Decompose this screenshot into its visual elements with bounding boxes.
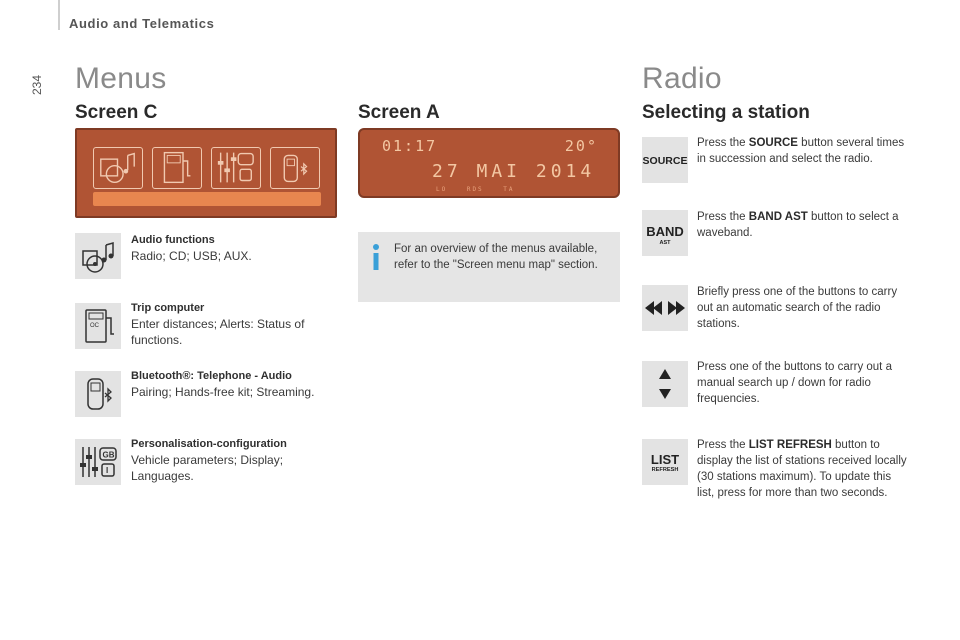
settings-sliders-icon	[75, 439, 121, 485]
radio-title: Radio	[642, 62, 722, 95]
step-list-bold: LIST REFRESH	[748, 439, 832, 451]
band-button-icon	[642, 210, 688, 256]
screen-c-audio-tile	[93, 147, 143, 189]
feature-desc-audio: Radio; CD; USB; AUX.	[131, 249, 252, 263]
trip-computer-icon-box	[75, 303, 121, 349]
step-source	[697, 135, 907, 167]
lcd-flags: LO RDS TA	[436, 186, 515, 193]
lcd-time: 01:17	[382, 137, 438, 155]
step-source-pre: Press the	[697, 137, 749, 149]
step-band	[697, 209, 907, 241]
step-manual	[697, 359, 907, 407]
i-label: I	[106, 466, 109, 475]
trip-computer-icon	[75, 303, 121, 349]
screen-a-title: Screen A	[358, 102, 440, 123]
step-seek-text: Briefly press one of the buttons to carry out an automatic search of the radio stations.	[697, 286, 898, 330]
band-ast-icon	[642, 210, 688, 256]
feature-desc-bluetooth: Pairing; Hands-free kit; Streaming.	[131, 385, 315, 399]
up-down-buttons-icon	[642, 361, 688, 407]
source-label: SOURCE	[642, 155, 688, 167]
screen-c-title: Screen C	[75, 102, 158, 123]
screen-a-display	[358, 128, 620, 198]
info-text: For an overview of the menus available, refer to the "Screen menu map" section.	[394, 243, 598, 271]
band-sub-label: AST	[659, 240, 671, 246]
feature-desc-trip: Enter distances; Alerts: Status of functions.	[131, 317, 305, 347]
settings-sliders-icon	[212, 148, 259, 187]
feature-title-bluetooth: Bluetooth®: Telephone - Audio	[131, 370, 292, 382]
step-list-pre: Press the	[697, 439, 749, 451]
seek-arrows-icon	[642, 285, 688, 331]
feature-desc-personalisation: Vehicle parameters; Display; Languages.	[131, 453, 284, 483]
personalisation-icon-box	[75, 439, 121, 485]
lcd-date: 27 MAI 2014	[432, 161, 596, 182]
trip-computer-icon	[153, 148, 200, 187]
seek-buttons-icon	[642, 285, 688, 331]
source-icon	[642, 137, 688, 183]
step-seek	[697, 284, 907, 332]
section-header: Audio and Telematics	[69, 16, 215, 31]
bluetooth-icon-box	[75, 371, 121, 417]
step-manual-text: Press one of the buttons to carry out a manual search up / down for radio frequencies.	[697, 361, 892, 405]
step-source-post: button several times in succession and select the radio.	[697, 137, 905, 165]
step-band-bold: BAND AST	[748, 211, 808, 223]
radio-subtitle: Selecting a station	[642, 102, 810, 123]
list-refresh-icon	[642, 439, 688, 485]
step-list-refresh	[697, 437, 907, 501]
step-list-post: button to display the list of stations received locally (30 stations maximum). To update this list, press for more than two seconds.	[697, 439, 907, 499]
page-number: 234	[30, 74, 44, 96]
screen-c-phone-tile	[270, 147, 320, 189]
screen-c-trip-tile	[152, 147, 202, 189]
phone-bluetooth-icon	[271, 148, 318, 187]
header-rule	[58, 0, 60, 30]
screen-c-selection-bar	[93, 192, 321, 206]
gb-label: GB	[102, 450, 115, 460]
band-label: BAND	[646, 224, 684, 239]
feature-title-personalisation: Personalisation-configuration	[131, 438, 287, 450]
info-box	[358, 232, 620, 302]
step-source-bold: SOURCE	[748, 137, 798, 149]
screen-c-settings-tile	[211, 147, 261, 189]
step-band-post: button to select a waveband.	[697, 211, 899, 239]
list-label: LIST	[650, 452, 680, 467]
info-icon	[369, 242, 383, 272]
step-band-pre: Press the	[697, 211, 749, 223]
feature-title-audio: Audio functions	[131, 234, 215, 246]
audio-icon	[75, 233, 121, 279]
source-button-icon	[642, 137, 688, 183]
feature-title-trip: Trip computer	[131, 302, 205, 314]
audio-icon	[94, 148, 141, 187]
audio-functions-icon-box	[75, 233, 121, 279]
list-refresh-button-icon	[642, 439, 688, 485]
up-down-arrows-icon	[642, 361, 688, 407]
menus-title: Menus	[75, 62, 167, 95]
screen-c-display	[75, 128, 337, 218]
oc-label: OC	[90, 323, 99, 329]
list-sub-label: REFRESH	[651, 467, 679, 473]
phone-bluetooth-icon	[75, 371, 121, 417]
lcd-temperature: 20°	[564, 137, 598, 155]
